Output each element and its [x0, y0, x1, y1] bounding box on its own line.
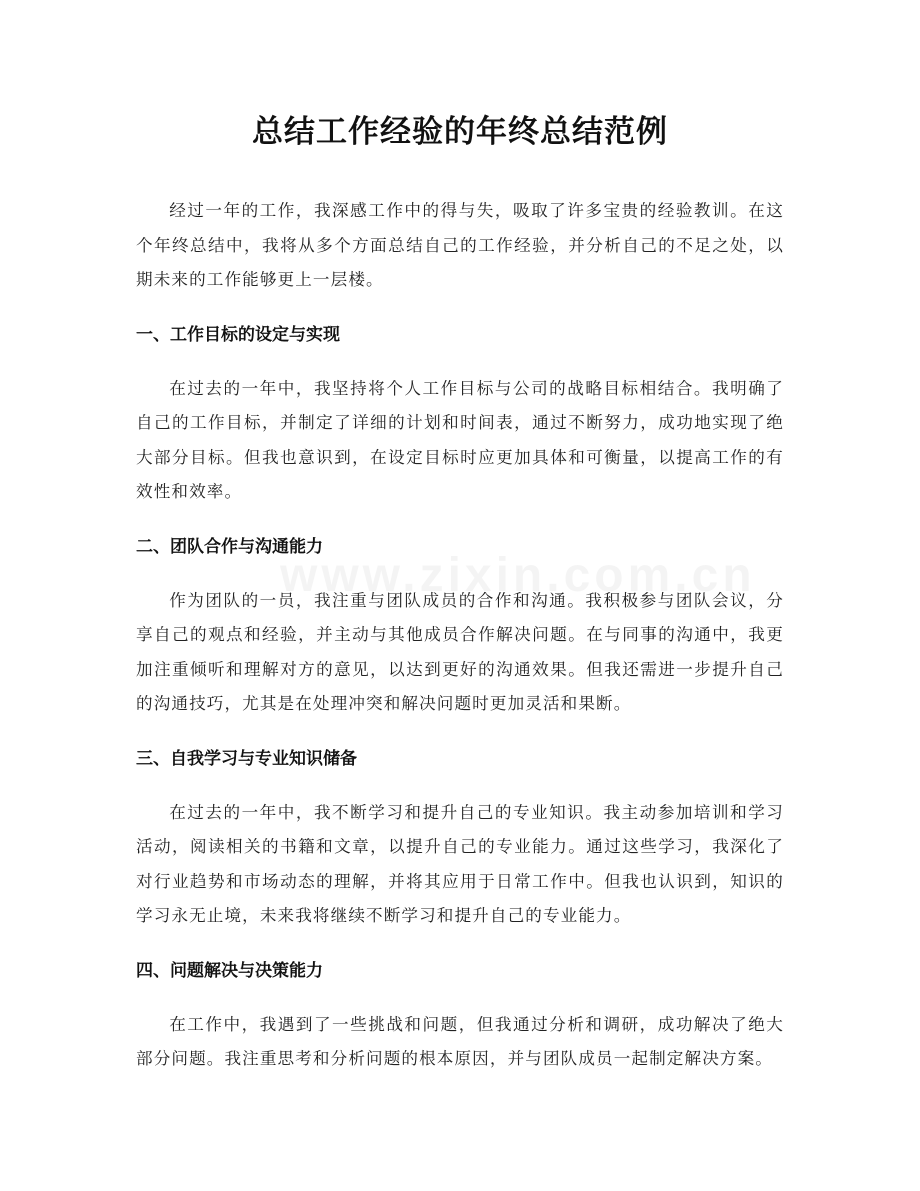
- section-learning: [136, 744, 784, 934]
- section-heading: 一、工作目标的设定与实现: [136, 324, 340, 345]
- section-paragraph: 作为团队的一员，我注重与团队成员的合作和沟通。我积极参与团队会议，分享自己的观点和经验，并主动与其他成员合作解决问题。在与同事的沟通中，我更加注重倾听和理解对方的意见，以达到更好的沟通效果。但我还需进一步提升自己的沟通技巧，尤其是在处理冲突和解决问题时更加灵活和果断。: [136, 590, 784, 713]
- section-heading: 四、问题解决与决策能力: [136, 960, 323, 981]
- section-paragraph: 在工作中，我遇到了一些挑战和问题，但我通过分析和调研，成功解决了绝大部分问题。我注重思考和分析问题的根本原因，并与团队成员一起制定解决方案。: [136, 1014, 784, 1068]
- section-teamwork: [136, 532, 784, 722]
- intro-paragraph: 经过一年的工作，我深感工作中的得与失，吸取了许多宝贵的经验教训。在这个年终总结中，我将从多个方面总结自己的工作经验，并分析自己的不足之处，以期未来的工作能够更上一层楼。: [136, 201, 784, 289]
- section-heading: 二、团队合作与沟通能力: [136, 536, 323, 557]
- section-paragraph: 在过去的一年中，我坚持将个人工作目标与公司的战略目标相结合。我明确了自己的工作目标，并制定了详细的计划和时间表，通过不断努力，成功地实现了绝大部分目标。但我也意识到，在设定目标时应更加具体和可衡量，以提高工作的有效性和效率。: [136, 378, 784, 501]
- section-heading: 三、自我学习与专业知识储备: [136, 748, 357, 769]
- section-problem-solving: [136, 956, 784, 1077]
- section-goals: [136, 320, 784, 510]
- page-title: 总结工作经验的年终总结范例: [252, 114, 668, 150]
- section-paragraph: 在过去的一年中，我不断学习和提升自己的专业知识。我主动参加培训和学习活动，阅读相关的书籍和文章，以提升自己的专业能力。通过这些学习，我深化了对行业趋势和市场动态的理解，并将其应用于日常工作中。但我也认识到，知识的学习永无止境，未来我将继续不断学习和提升自己的专业能力。: [136, 802, 784, 925]
